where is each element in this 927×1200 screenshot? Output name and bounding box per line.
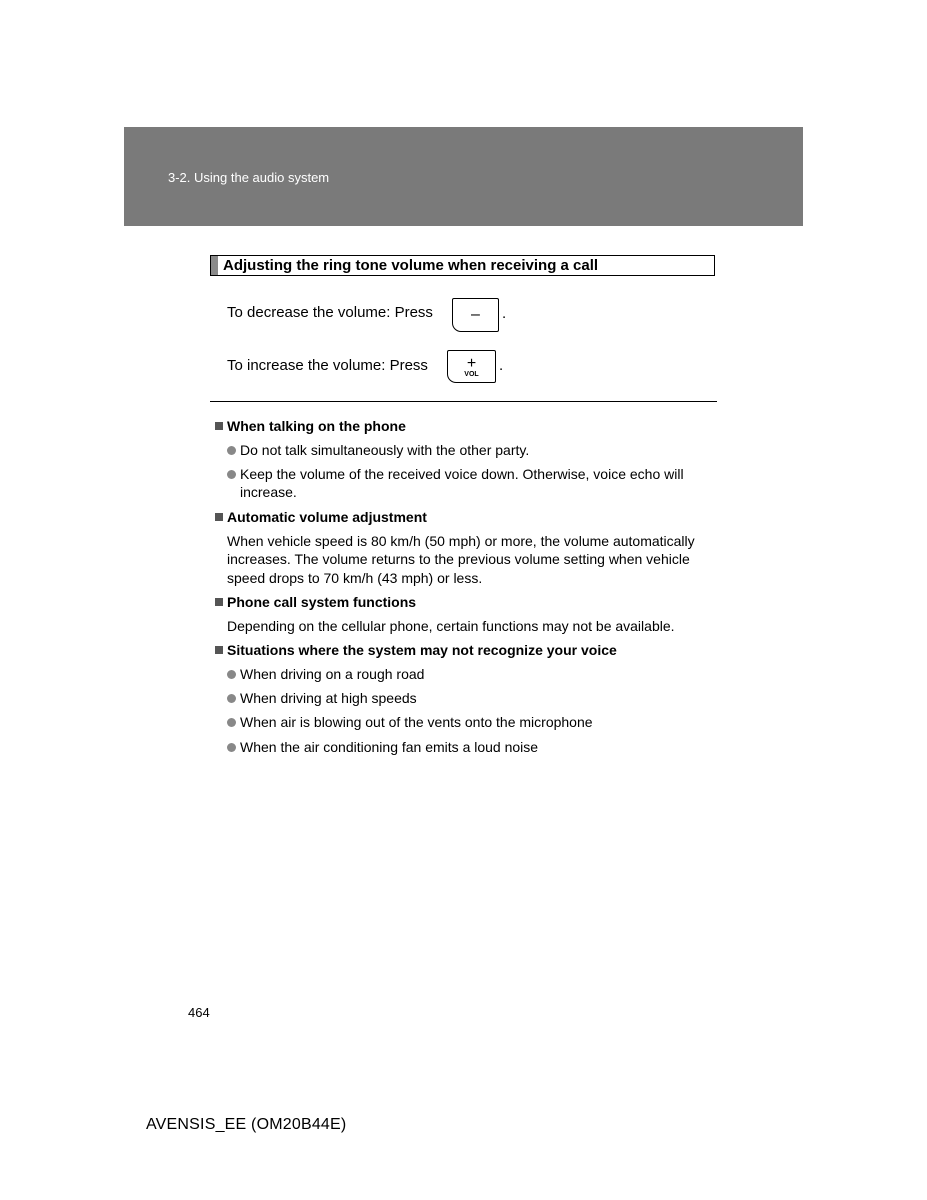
auto-paragraph: When vehicle speed is 80 km/h (50 mph) or more, the volume automatically increases. The volume returns to the previous volume setting when vehicle speed drops to 70 km/h (43 mph) or less. bbox=[227, 533, 695, 586]
circle-bullet-icon bbox=[227, 670, 236, 679]
note-heading-phone: Phone call system functions bbox=[215, 593, 416, 611]
list-item: When air is blowing out of the vents onto the microphone bbox=[227, 713, 707, 731]
square-bullet-icon bbox=[215, 422, 223, 430]
volume-down-button bbox=[452, 298, 499, 332]
volume-up-button bbox=[447, 350, 496, 383]
note-heading-talking: When talking on the phone bbox=[215, 417, 406, 435]
period-1: . bbox=[502, 305, 507, 322]
header-band bbox=[124, 127, 803, 226]
footer-model-code: AVENSIS_EE (OM20B44E) bbox=[146, 1116, 347, 1133]
minus-icon: – bbox=[471, 306, 480, 323]
circle-bullet-icon bbox=[227, 718, 236, 727]
increase-instruction: To increase the volume: Press bbox=[227, 357, 428, 374]
decrease-instruction: To decrease the volume: Press bbox=[227, 304, 433, 321]
list-item: When driving at high speeds bbox=[227, 689, 707, 707]
note-heading-situations: Situations where the system may not recognize your voice bbox=[215, 641, 617, 659]
period-2: . bbox=[499, 357, 504, 374]
page-number: 464 bbox=[188, 1005, 210, 1020]
plus-icon: + bbox=[466, 355, 477, 372]
note-heading-auto: Automatic volume adjustment bbox=[215, 508, 427, 526]
list-item: Do not talk simultaneously with the other party. bbox=[227, 441, 707, 459]
section-heading bbox=[210, 255, 715, 276]
heading-accent-bar bbox=[211, 256, 218, 275]
circle-bullet-icon bbox=[227, 446, 236, 455]
square-bullet-icon bbox=[215, 513, 223, 521]
square-bullet-icon bbox=[215, 646, 223, 654]
list-item: When driving on a rough road bbox=[227, 665, 707, 683]
divider bbox=[210, 401, 717, 402]
circle-bullet-icon bbox=[227, 743, 236, 752]
circle-bullet-icon bbox=[227, 694, 236, 703]
section-title: 3-2. Using the audio system bbox=[168, 170, 330, 185]
heading-text: Adjusting the ring tone volume when receiving a call bbox=[223, 257, 599, 274]
list-item: When the air conditioning fan emits a loud noise bbox=[227, 738, 707, 756]
vol-label: VOL bbox=[464, 371, 479, 378]
square-bullet-icon bbox=[215, 598, 223, 606]
circle-bullet-icon bbox=[227, 470, 236, 479]
list-item: Keep the volume of the received voice down. Otherwise, voice echo will increase. bbox=[227, 465, 707, 501]
phone-paragraph: Depending on the cellular phone, certain functions may not be available. bbox=[227, 618, 675, 634]
